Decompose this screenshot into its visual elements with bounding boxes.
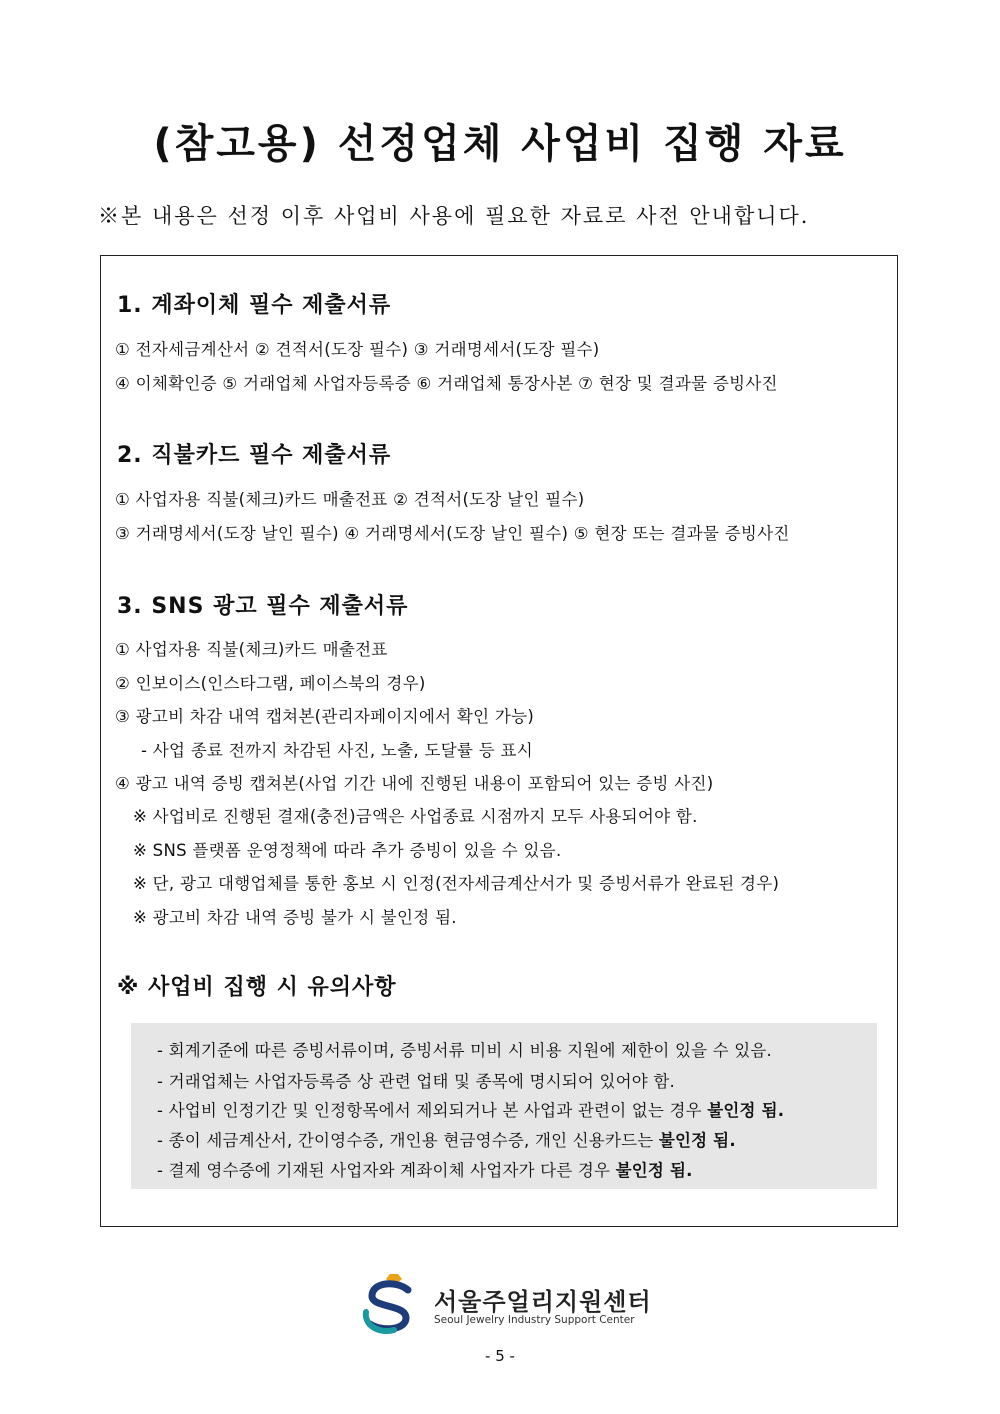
section-1-heading: 1. 계좌이체 필수 제출서류 — [117, 293, 392, 318]
logo-subtitle: Seoul Jewelry Industry Support Center — [434, 1314, 635, 1326]
section-2-line-1: ① 사업자용 직불(체크)카드 매출전표 ② 견적서(도장 날인 필수) — [115, 490, 585, 509]
caution-box — [131, 1023, 877, 1189]
section-2-heading: 2. 직불카드 필수 제출서류 — [117, 443, 392, 468]
page-number: - 5 - — [485, 1347, 515, 1365]
notice-text: ※본 내용은 선정 이후 사업비 사용에 필요한 자료로 사전 안내합니다. — [98, 204, 810, 228]
caution-line-3: - 사업비 인정기간 및 인정항목에서 제외되거나 본 사업과 관련이 없는 경우 불인정 됨. — [157, 1101, 785, 1120]
section-3-note-2: ※ SNS 플랫폼 운영정책에 따라 추가 증빙이 있을 수 있음. — [133, 841, 562, 860]
section-1-line-2: ④ 이체확인증 ⑤ 거래업체 사업자등록증 ⑥ 거래업체 통장사본 ⑦ 현장 및 결과물 증빙사진 — [115, 374, 778, 393]
caution-line-5: - 결제 영수증에 기재된 사업자와 계좌이체 사업자가 다른 경우 불인정 됨. — [157, 1161, 693, 1180]
caution-line-1: - 회계기준에 따른 증빙서류이며, 증빙서류 미비 시 비용 지원에 제한이 있을 수 있음. — [157, 1041, 772, 1060]
section-1-line-1: ① 전자세금계산서 ② 견적서(도장 필수) ③ 거래명세서(도장 필수) — [115, 340, 600, 359]
logo-name: 서울주얼리지원센터 — [434, 1288, 652, 1316]
section-3-line-2: ② 인보이스(인스타그램, 페이스북의 경우) — [115, 674, 426, 693]
section-3-line-4: - 사업 종료 전까지 차감된 사진, 노출, 도달률 등 표시 — [141, 741, 534, 760]
caution-heading: ※ 사업비 집행 시 유의사항 — [117, 975, 397, 1000]
section-3-line-1: ① 사업자용 직불(체크)카드 매출전표 — [115, 640, 388, 659]
center-logo — [362, 1268, 662, 1338]
content-box — [100, 255, 898, 1227]
section-3-note-4: ※ 광고비 차감 내역 증빙 불가 시 불인정 됨. — [133, 908, 457, 927]
section-3-line-5: ④ 광고 내역 증빙 캡쳐본(사업 기간 내에 진행된 내용이 포함되어 있는 증빙 사진) — [115, 774, 714, 793]
caution-line-4: - 종이 세금계산서, 간이영수증, 개인용 현금영수증, 개인 신용카드는 불인정 됨. — [157, 1131, 736, 1150]
section-3-line-3: ③ 광고비 차감 내역 캡쳐본(관리자페이지에서 확인 가능) — [115, 707, 535, 726]
logo-s-icon — [362, 1268, 428, 1338]
caution-line-2: - 거래업체는 사업자등록증 상 관련 업태 및 종목에 명시되어 있어야 함. — [157, 1072, 675, 1091]
section-2-line-2: ③ 거래명세서(도장 날인 필수) ④ 거래명세서(도장 날인 필수) ⑤ 현장 또는 결과물 증빙사진 — [115, 524, 790, 543]
section-3-note-3: ※ 단, 광고 대행업체를 통한 홍보 시 인정(전자세금계산서가 및 증빙서류가 완료된 경우) — [133, 874, 780, 893]
page-title: (참고용) 선정업체 사업비 집행 자료 — [153, 121, 847, 167]
section-3-note-1: ※ 사업비로 진행된 결재(충전)금액은 사업종료 시점까지 모두 사용되어야 함. — [133, 807, 698, 826]
section-3-heading: 3. SNS 광고 필수 제출서류 — [117, 594, 409, 619]
